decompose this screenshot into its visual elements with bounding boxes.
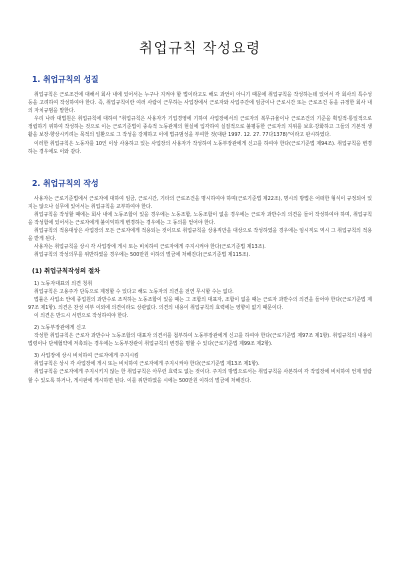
paragraph: 취업규칙을 근로자에게 주지시키지 않는 한 취업규칙은 아무런 효력도 없는 것이다. 주지의 방법으로서는 취업규칙을 사본하여 각 작업장에 비치하여 언제 열람할 수 있도록 하거나, 게시판에 게시하면 된다. 이를 위반하였을 시에는 500만원 이하의 벌금에 처해진다. bbox=[28, 369, 372, 384]
section-writing-rules bbox=[28, 178, 372, 385]
procedure-item-title: 1) 노동자대표의 의견 청취 bbox=[34, 280, 93, 287]
paragraph: 취업규칙의 작성의무를 위반하였을 경우에는 500만원 이하의 벌금에 처해진다(근로기준법 제115조). bbox=[34, 252, 251, 259]
paragraph: 작성한 취업규칙은 근로자 과반수나 노동조합의 대표자 의견서를 첨부하여 노동부장관에게 신고를 하여야 한다(근로기준법 제97조 제1항). 취업규칙의 내용이 법령이나 단체협약에 저촉되는 경우에는 노동부장관이 취업규칙의 변경을 명할 수 있다(근로기준법 제99조 제2항). bbox=[28, 333, 372, 348]
paragraph: 사용자는 근로기준법에서 근로자에 대하여 임금, 근로시간, 기타의 근로조건을 명시하여야 하며(근로기준법 제22조), 명시의 방법은 어떠한 형식이 규정되어 있지는 않으나 실무에 있어서는 취업규칙을 교부하여야 한다. bbox=[28, 195, 372, 210]
paragraph: 취업규칙을 작성할 때에는 회사 내에 노동조합이 있을 경우에는 노동조합, 노동조합이 없을 경우에는 근로자 과반수의 의견을 들어 작성하여야 하며, 취업규칙을 작성함에 있어서는 근로자에게 불이익하게 변경하는 경우에는 그 동의를 얻어야 한다. bbox=[28, 211, 372, 227]
document-title: 취업규칙 작성요령 bbox=[139, 41, 261, 57]
paragraph: 취업규칙은 근로조건에 대해서 회사 내에 있어서는 누구나 지켜야 할 법이라고도 해도 과언이 아니기 때문에 취업규칙을 작성하는데 있어서 각 회사의 특수성 등을 고려하여 작성하여야 한다. 즉, 취업규칙이란 여러 사람이 근무하는 사업장에서 근로자와 사업주간에 임금이나 근로시간 또는 근로조건 등을 규정한 회사 내의 자치규범을 말한다. bbox=[28, 92, 372, 115]
paragraph: 법률은 사업소 안에 종업원의 과반수로 조직하는 노동조합이 있을 때는 그 조합의 대표자, 조합이 없을 때는 근로자 과반수의 의견을 들어야 한다(근로기준법 제97조 제1항). 의견은 찬성 여부 이외에 의견이라도 상관없다. 의견의 내용이 취업규칙의 효력에는 영향이 없기 때문이다. bbox=[28, 296, 372, 311]
procedure-item-title: 2) 노동부장관에게 신고 bbox=[34, 324, 86, 331]
procedure-item-title: 3) 사업장에 상시 비치하여 근로자에게 주지시킴 bbox=[34, 353, 139, 360]
paragraph: 이 의견은 반드시 서면으로 작성하여야 한다. bbox=[34, 312, 129, 319]
paragraph: 사용자는 취업규칙을 상시 각 사업장에 게시 또는 비치하여 근로자에게 주지시켜야 한다(근로기준법 제13조). bbox=[34, 244, 266, 251]
procedure-item-employee-opinion bbox=[28, 280, 372, 320]
paragraph: 우리 나라 대법원은 취업규칙에 대하여 "취업규칙은 사용자가 기업경영에 기하여 사업장에서의 근로자의 복무규율이나 근로조건의 기준을 획일적·통일적으로 정립하기 위하여 작성하는 것으로 이는 근로기준법이 종속적 노동관계의 현실에 입각하여 실질적으로 불평등한 근로자의 지위를 보호·강화하고 그들의 기본적 생활을 보장·향상시키려는 목적의 일환으로 그 작성을 강제하고 이에 법규범성을 부여한 것(대판 1997. 12. 27. 77다1378)"이라고 판시하였다. bbox=[28, 116, 372, 139]
section-heading: 1. 취업규칙의 성질 bbox=[32, 75, 99, 84]
paragraph: 취업규칙의 적용대상은 사업장의 모든 근로자에게 적용되는 것이므로 취업규칙을 상용직만을 대상으로 작성하였을 경우에는 임시직도 역시 그 취업규칙의 적용을 받게 된다. bbox=[28, 228, 372, 243]
procedure-item-post-at-workplace bbox=[28, 352, 372, 384]
section-nature-of-rules bbox=[28, 74, 372, 156]
subsection-heading: (1) 취업규칙작성의 절차 bbox=[32, 267, 101, 275]
procedure-item-report-to-ministry bbox=[28, 324, 372, 348]
section-heading: 2. 취업규칙의 작성 bbox=[32, 178, 99, 188]
paragraph: 취업규칙은 상시 각 사업장에 게시 또는 비치하여 근로자에게 주지시켜야 한다(근로기준법 제13조 제1항). bbox=[34, 361, 260, 368]
paragraph: 이러한 취업규칙은 노동자를 10인 이상 사용하고 있는 사업장의 사용자가 작성하여 노동부장관에게 신고를 하여야 한다(근로기준법 제94조). 취업규칙을 변경하는 경우에도 이와 같다. bbox=[28, 140, 372, 155]
paragraph: 취업규칙은 고용주가 단독으로 제정할 수 있다고 해도 노동자의 의견을 전연 무시할 수는 없다. bbox=[34, 288, 234, 295]
